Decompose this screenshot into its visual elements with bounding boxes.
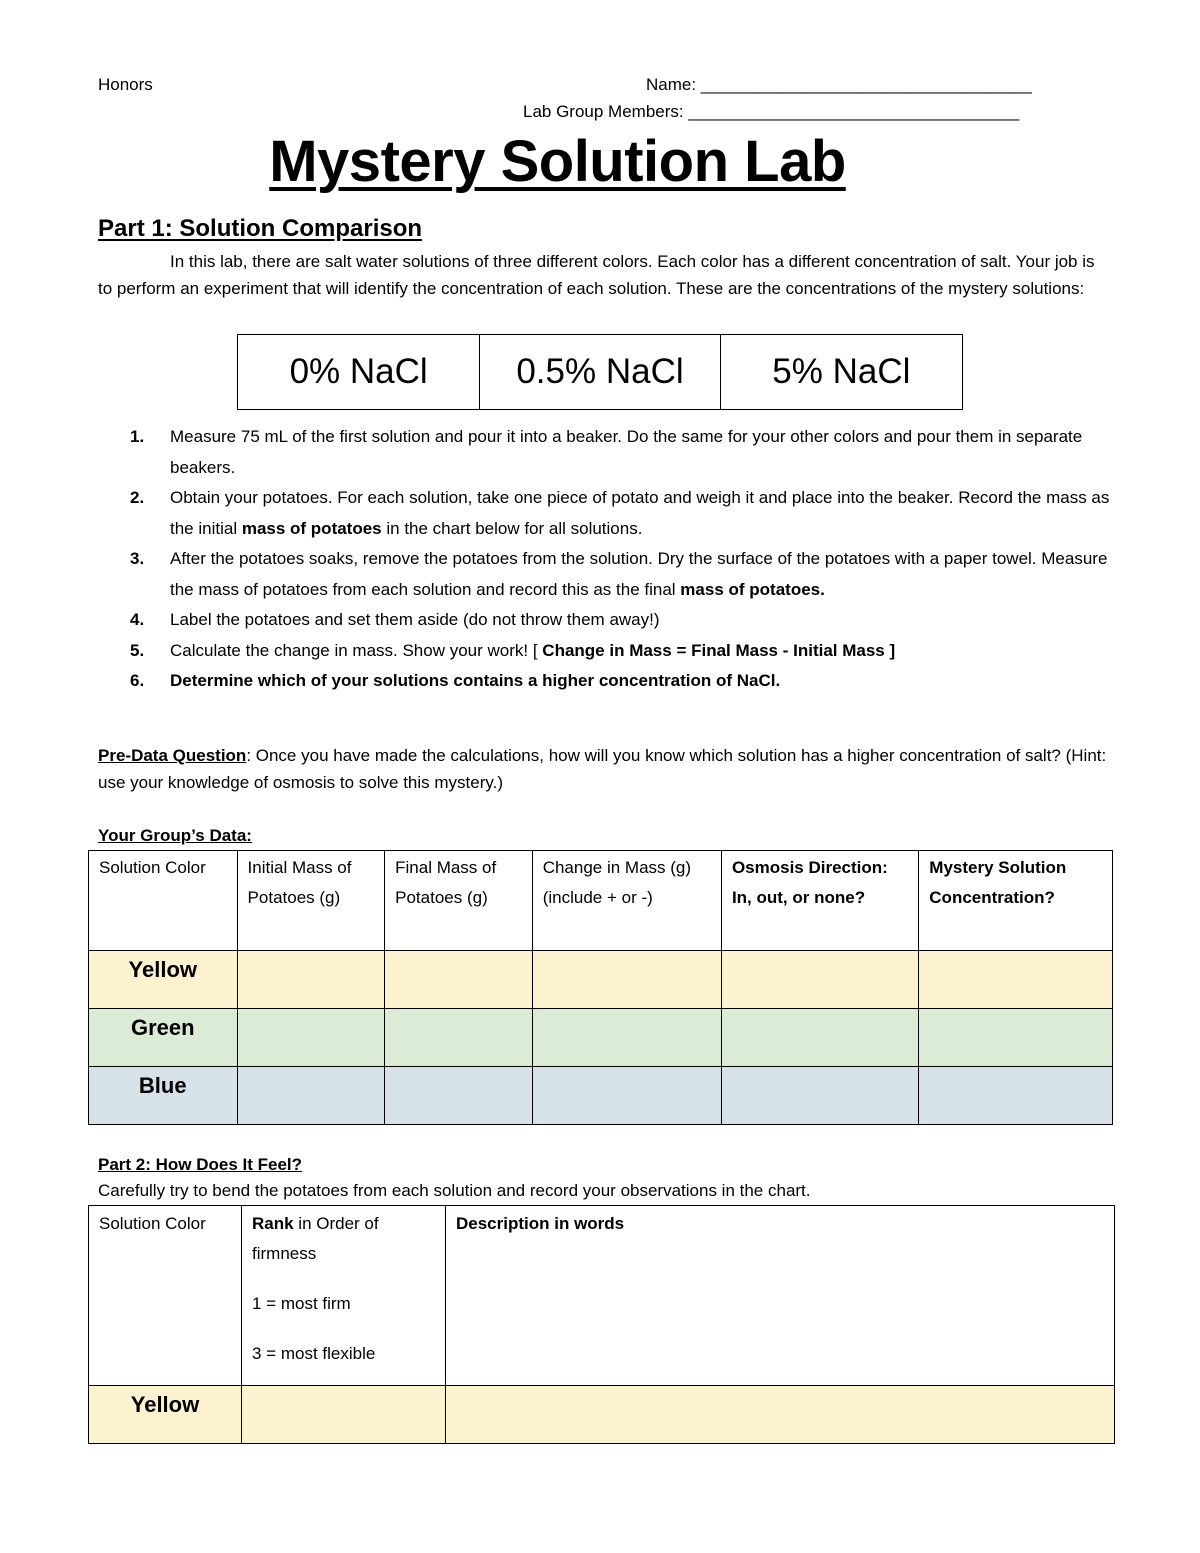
step-6: 6. Determine which of your solutions contains a higher concentration of NaCl. <box>130 671 781 690</box>
table-cell[interactable] <box>919 1067 1113 1125</box>
header-solution-color: Solution Color <box>89 1206 242 1386</box>
header-final-mass: Final Mass of Potatoes (g) <box>385 851 533 951</box>
header-description: Description in words <box>446 1206 1115 1386</box>
table-row <box>89 1067 1113 1125</box>
header-osmosis-direction: Osmosis Direction: In, out, or none? <box>721 851 918 951</box>
table-cell[interactable] <box>237 1009 385 1067</box>
part2-intro: Carefully try to bend the potatoes from each solution and record your observations in the chart. <box>98 1181 811 1200</box>
table-cell[interactable] <box>532 1009 721 1067</box>
part2-heading: Part 2: How Does It Feel? <box>98 1155 303 1174</box>
procedure-steps <box>130 422 1110 697</box>
page-title: Mystery Solution Lab <box>269 129 846 194</box>
table-cell[interactable] <box>385 1009 533 1067</box>
table-cell[interactable] <box>532 1067 721 1125</box>
predata-question: Pre-Data Question: Once you have made the calculations, how will you know which solution has a higher concentration of salt? (Hint: use your knowledge of osmosis to solve this mystery.) <box>98 746 1107 792</box>
table-cell[interactable] <box>242 1386 446 1444</box>
concentration-cell: 0% NaCl <box>238 335 480 410</box>
table-cell[interactable] <box>532 951 721 1009</box>
step-1: 1. Measure 75 mL of the first solution and pour it into a beaker. Do the same for your other colors and pour them in separate beakers. <box>130 427 1083 477</box>
row-color-label: Yellow <box>89 951 238 1009</box>
table-cell[interactable] <box>721 1009 918 1067</box>
table-cell[interactable] <box>919 951 1113 1009</box>
group-members-field[interactable]: Lab Group Members: ___________________________________ <box>523 102 1020 121</box>
row-color-label: Blue <box>89 1067 238 1125</box>
step-5: 5. Calculate the change in mass. Show your work! [ Change in Mass = Final Mass - Initial Mass ] <box>130 640 896 660</box>
header-change-mass: Change in Mass (g) (include + or -) <box>532 851 721 951</box>
concentration-cell: 5% NaCl <box>720 335 962 410</box>
data-heading: Your Group’s Data: <box>98 826 252 845</box>
name-field[interactable]: Name: ___________________________________ <box>646 75 1032 94</box>
header-rank: Rank in Order of firmness 1 = most firm 3 = most flexible <box>242 1206 446 1386</box>
step-2: 2. Obtain your potatoes. For each solution, take one piece of potato and weigh it and place into the beaker. Record the mass as the initial mass of potatoes in the chart below for all solutions. <box>130 488 1110 538</box>
step-4: 4. Label the potatoes and set them aside (do not throw them away!) <box>130 610 660 629</box>
table-cell[interactable] <box>237 951 385 1009</box>
concentration-table <box>237 334 963 410</box>
data-table <box>88 850 1113 1125</box>
part1-intro: In this lab, there are salt water solutions of three different colors. Each color has a different concentration of salt. Your job is to perform an experiment that will identify the concentration of each solution. These are the concentrations of the mystery solutions: <box>98 252 1095 298</box>
step-3: 3. After the potatoes soaks, remove the potatoes from the solution. Dry the surface of the potatoes with a paper towel. Measure the mass of potatoes from each solution and record this as the final mass of potatoes. <box>130 549 1108 599</box>
table-cell[interactable] <box>385 951 533 1009</box>
table-cell[interactable] <box>721 951 918 1009</box>
firmness-table <box>88 1205 1115 1444</box>
part1-heading: Part 1: Solution Comparison <box>98 215 423 242</box>
table-cell[interactable] <box>237 1067 385 1125</box>
header-solution-color: Solution Color <box>89 851 238 951</box>
table-cell[interactable] <box>721 1067 918 1125</box>
row-color-label: Yellow <box>89 1386 242 1444</box>
header-initial-mass: Initial Mass of Potatoes (g) <box>237 851 385 951</box>
table-cell[interactable] <box>919 1009 1113 1067</box>
row-color-label: Green <box>89 1009 238 1067</box>
course-label: Honors <box>98 75 153 94</box>
table-cell[interactable] <box>385 1067 533 1125</box>
table-cell[interactable] <box>446 1386 1115 1444</box>
table-row <box>89 1386 1115 1444</box>
table-row <box>89 951 1113 1009</box>
concentration-cell: 0.5% NaCl <box>480 335 720 410</box>
header-mystery-concentration: Mystery Solution Concentration? <box>919 851 1113 951</box>
table-row <box>89 1009 1113 1067</box>
